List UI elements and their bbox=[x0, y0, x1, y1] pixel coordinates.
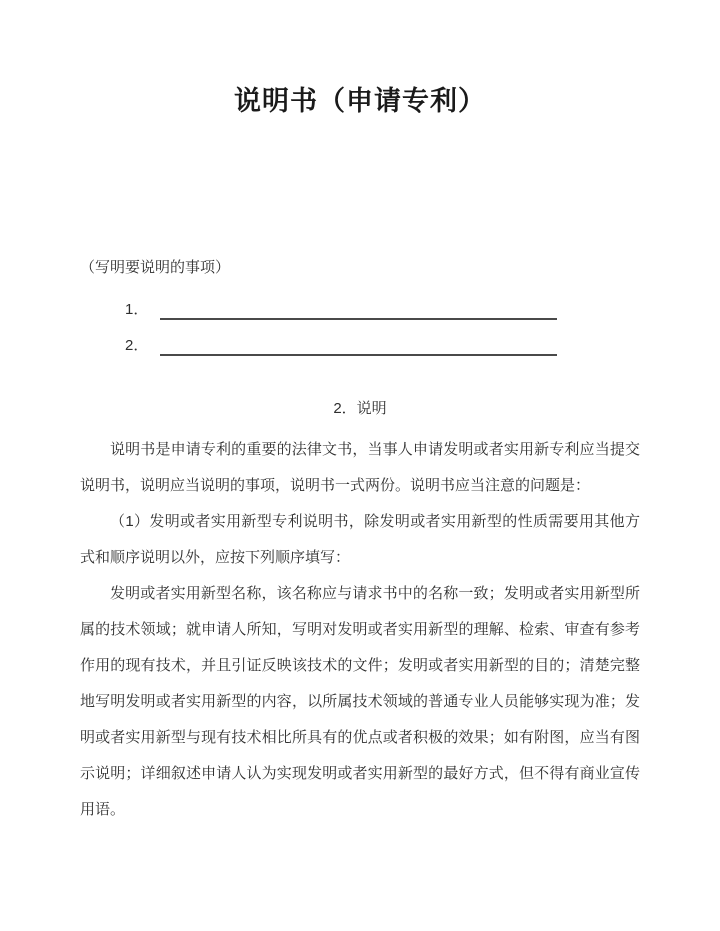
paragraph-2: （1）发明或者实用新型专利说明书，除发明或者实用新型的性质需要用其他方式和顺序说明以外，应按下列顺序填写： bbox=[80, 513, 640, 566]
form-item-1-blank-line[interactable] bbox=[160, 300, 557, 320]
form-item-1-label: 1． bbox=[125, 301, 149, 318]
paragraph-1: 说明书是申请专利的重要的法律文书，当事人申请发明或者实用新专利应当提交说明书，说明应当说明的事项，说明书一式两份。说明书应当注意的问题是： bbox=[80, 441, 640, 494]
document-title: 说明书（申请专利） bbox=[234, 86, 486, 116]
form-item-2-label: 2． bbox=[125, 337, 149, 354]
section-heading: 2．说明 bbox=[333, 400, 387, 417]
form-item-2-blank-line[interactable] bbox=[160, 336, 557, 356]
paragraph-3: 发明或者实用新型名称，该名称应与请求书中的名称一致；发明或者实用新型所属的技术领域；就申请人所知，写明对发明或者实用新型的理解、检索、审查有参考作用的现有技术，并且引证反映该技术的文件；发明或者实用新型的目的；清楚完整地写明发明或者实用新型的内容，以所属技术领域的普通专业人员能够实现为准；发明或者实用新型与现有技术相比所具有的优点或者积极的效果；如有附图，应当有图示说明；详细叙述申请人认为实现发明或者实用新型的最好方式，但不得有商业宣传用语。 bbox=[80, 585, 640, 818]
instruction-note: （写明要说明的事项） bbox=[80, 259, 231, 276]
form-item-2 bbox=[125, 336, 640, 356]
form-item-1 bbox=[125, 300, 640, 320]
document-body bbox=[80, 432, 640, 828]
